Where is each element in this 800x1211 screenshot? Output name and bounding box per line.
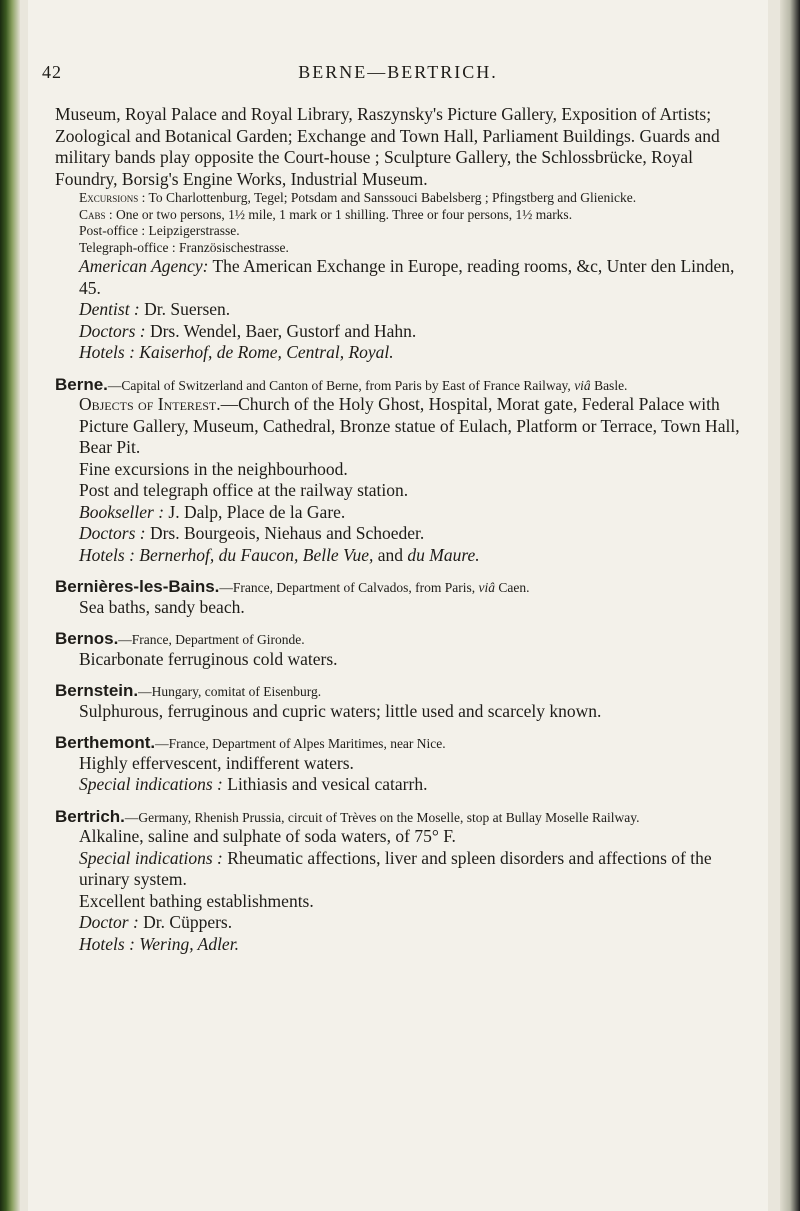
via-word: viâ — [574, 377, 591, 393]
entry-bernos — [55, 631, 745, 670]
berthemont-text: Highly effervescent, indifferent waters. — [79, 752, 354, 773]
special-text: Rheumatic affections, liver and spleen disorders and affections of the urinary system. — [79, 847, 712, 889]
entry-berne — [55, 374, 745, 567]
bernstein-heading-line — [55, 683, 745, 701]
book-edge-left — [0, 0, 20, 1211]
bookseller-label: Bookseller : — [79, 501, 165, 522]
entry-description-end: Caen. — [494, 580, 530, 595]
entry-title: Bernos. — [55, 629, 119, 648]
berne-excursions-line: Fine excursions in the neighbourhood. — [79, 458, 348, 479]
hotels-label: Hotels : — [79, 933, 135, 954]
doctors-label: Doctors : — [79, 320, 146, 341]
hotels-list: Bernerhof, du Faucon, Belle Vue, — [134, 544, 374, 565]
entry-description: —Hungary, comitat of Eisenburg. — [138, 684, 322, 699]
running-head: BERNE—BERTRICH. — [298, 62, 498, 82]
via-word: viâ — [478, 580, 495, 595]
special-text: Lithiasis and vesical catarrh. — [222, 774, 428, 794]
entry-description: —Germany, Rhenish Prussia, circuit of Trèves on the Moselle, stop at Bullay Moselle Railway. — [124, 809, 640, 825]
excursions-text: : To Charlottenburg, Tegel; Potsdam and Sanssouci Babelsberg ; Pfingstberg and Glienicke. — [138, 190, 637, 205]
agency-text: The American Exchange in Europe, reading rooms, &c, Unter den Linden, 45. — [79, 256, 735, 298]
berlin-excursions-line — [55, 190, 745, 207]
berne-doctors-line — [55, 523, 745, 545]
dentist-text: Dr. Suersen. — [139, 299, 231, 319]
doctors-text: Drs. Bourgeois, Niehaus and Schoeder. — [145, 523, 425, 543]
bertrich-text: Alkaline, saline and sulphate of soda waters, of 75° F. — [79, 826, 456, 846]
agency-label: American Agency: — [79, 256, 209, 276]
page-number: 42 — [42, 62, 62, 82]
bernstein-text: Sulphurous, ferruginous and cupric waters; little used and scarcely known. — [79, 700, 602, 721]
bernieres-text: Sea baths, sandy beach. — [79, 596, 245, 617]
berthemont-heading-line — [55, 735, 745, 753]
berlin-telegraph-line: Telegraph-office : Französischestrasse. — [79, 239, 289, 255]
entry-berthemont — [55, 735, 745, 796]
doctors-label: Doctors : — [79, 523, 146, 543]
berne-post-line: Post and telegraph office at the railway station. — [79, 480, 409, 500]
special-label: Special indications : — [79, 847, 223, 868]
berlin-hotels-line — [55, 342, 745, 364]
hotels-text: Kaiserhof, de Rome, Central, Royal. — [134, 342, 394, 362]
entry-description: —France, Department of Gironde. — [118, 632, 305, 647]
bernos-heading-line — [55, 631, 745, 649]
bookseller-text: J. Dalp, Place de la Gare. — [164, 501, 346, 522]
entry-description: —Capital of Switzerland and Canton of Berne, from Paris by East of France Railway, — [107, 377, 575, 393]
objects-label: Objects of Interest. — [79, 394, 221, 414]
berlin-sights-paragraph: Museum, Royal Palace and Royal Library, Raszynsky's Picture Gallery, Exposition of Artists; Zoological and Botanical Garden; Exchange and Town Hall, Parliament Buildings. Guards and military bands play opposite the Court-house ; Sculpture Gallery, the Schlossbrücke, Royal Foundry, Borsig's Engine Works, Industrial Museum. — [55, 104, 720, 189]
hotels-label: Hotels : — [79, 342, 135, 362]
entry-title: Bertrich. — [55, 806, 125, 826]
special-label: Special indications : — [79, 774, 223, 794]
berlin-dentist-line — [55, 299, 745, 321]
cabs-text: : One or two persons, 1½ mile, 1 mark or 1 shilling. Three or four persons, 1½ marks. — [105, 206, 573, 222]
entry-title: Bernstein. — [55, 681, 139, 700]
entry-bernieres-les-bains — [55, 579, 745, 618]
bertrich-heading-line — [55, 806, 745, 827]
bernieres-heading-line — [55, 579, 745, 597]
doctor-text: Dr. Cüppers. — [138, 912, 233, 932]
bertrich-special-line — [55, 848, 745, 891]
entry-description: —France, Department of Calvados, from Paris, — [219, 580, 479, 595]
entry-title: Bernières-les-Bains. — [55, 577, 220, 596]
book-page — [28, 0, 768, 1211]
berlin-doctors-line — [55, 321, 745, 343]
excursions-label: Excursions — [79, 190, 139, 205]
bertrich-bathing-line: Excellent bathing establishments. — [79, 890, 314, 911]
hotels-label: Hotels : — [79, 544, 135, 565]
bertrich-hotels-line — [55, 934, 745, 956]
bernos-text: Bicarbonate ferruginous cold waters. — [79, 648, 338, 669]
doctor-label: Doctor : — [79, 912, 139, 932]
doctors-text: Drs. Wendel, Baer, Gustorf and Hahn. — [145, 320, 417, 341]
berne-objects-line — [55, 394, 745, 459]
berthemont-special-line — [55, 774, 745, 796]
berlin-post-line: Post-office : Leipzigerstrasse. — [79, 223, 240, 238]
hotels-text: Wering, Adler. — [134, 933, 239, 954]
entry-title: Berne. — [55, 374, 108, 394]
berlin-agency-line — [55, 256, 745, 299]
berne-heading-line — [55, 374, 745, 395]
entry-description-end: Basle. — [590, 377, 628, 393]
hotels-and: and — [373, 544, 408, 565]
cabs-label: Cabs — [79, 206, 106, 222]
objects-text: —Church of the Holy Ghost, Hospital, Morat gate, Federal Palace with Picture Gallery, Museum, Cathedral, Bronze statue of Eulach, Platform or Terrace, Town Hall, Bear Pit. — [79, 394, 740, 457]
page-content — [55, 104, 745, 955]
berne-bookseller-line — [55, 502, 745, 524]
hotels-last: du Maure. — [407, 544, 480, 565]
book-edge-right — [780, 0, 800, 1211]
entry-bertrich — [55, 806, 745, 956]
berne-hotels-line — [55, 545, 745, 567]
page-header — [28, 62, 768, 86]
entry-description: —France, Department of Alpes Maritimes, near Nice. — [155, 736, 446, 751]
berlin-cabs-line — [55, 207, 745, 224]
dentist-label: Dentist : — [79, 299, 140, 319]
entry-bernstein — [55, 683, 745, 722]
entry-berlin-continued — [55, 104, 745, 364]
bertrich-doctor-line — [55, 912, 745, 934]
entry-title: Berthemont. — [55, 733, 156, 752]
